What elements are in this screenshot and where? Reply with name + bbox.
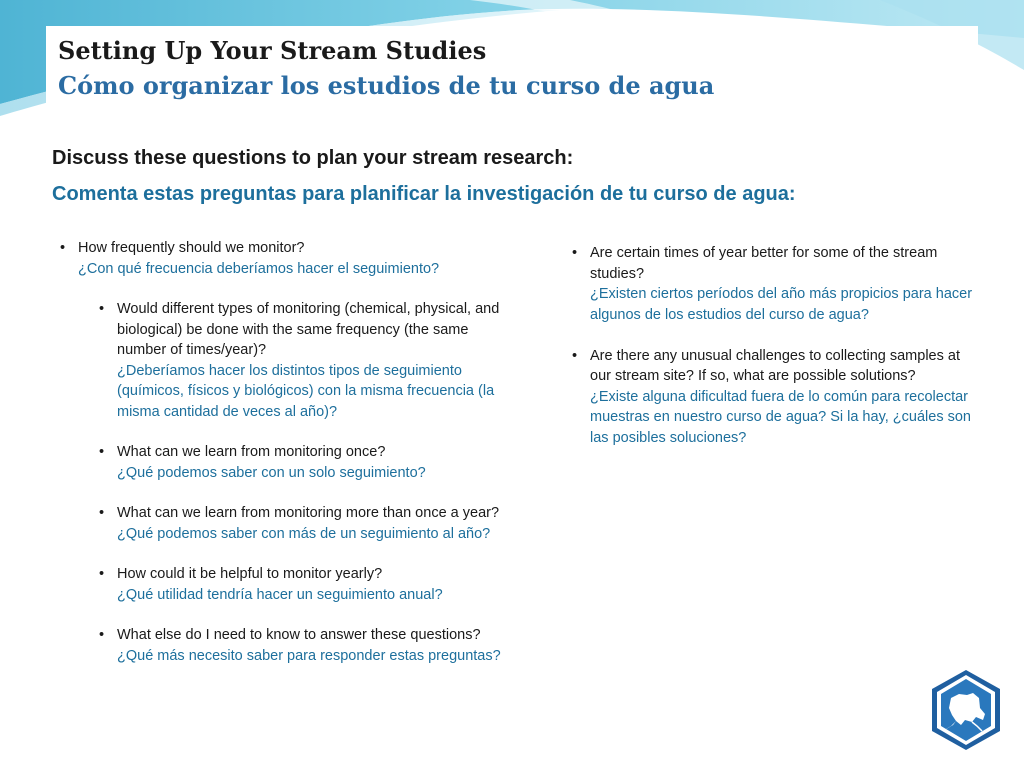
question-es: ¿Qué podemos saber con más de un seguimiento al año? xyxy=(117,525,491,542)
list-item xyxy=(60,238,520,279)
question-es: ¿Con qué frecuencia deberíamos hacer el seguimiento? xyxy=(78,260,440,277)
right-question-list xyxy=(572,243,982,448)
list-item xyxy=(99,625,520,666)
question-es: ¿Qué podemos saber con un solo seguimiento? xyxy=(117,464,426,481)
question-en: How frequently should we monitor? xyxy=(78,240,305,256)
left-question-list xyxy=(60,238,520,666)
hexagon-seal-alaska-map-icon xyxy=(929,668,1003,752)
bullet-icon: • xyxy=(99,301,105,317)
question-en: Would different types of monitoring (chemical, physical, and biological) be done with the same frequency (the same number of times/year)? xyxy=(117,301,500,358)
list-item xyxy=(572,243,982,325)
question-en: How could it be helpful to monitor yearly? xyxy=(117,566,383,582)
list-item xyxy=(572,346,982,449)
page-title-spanish: Cómo organizar los estudios de tu curso de agua xyxy=(58,71,715,100)
bullet-icon: • xyxy=(60,240,66,256)
list-item xyxy=(99,503,520,544)
question-en: What else do I need to know to answer these questions? xyxy=(117,627,481,643)
question-es: ¿Qué utilidad tendría hacer un seguimiento anual? xyxy=(117,586,443,603)
bullet-icon: • xyxy=(99,627,105,643)
bullet-icon: • xyxy=(99,444,105,460)
page-title: Setting Up Your Stream Studies xyxy=(58,36,487,65)
title-box xyxy=(46,26,978,110)
list-item xyxy=(99,299,520,422)
list-item xyxy=(99,564,520,605)
question-es: ¿Deberíamos hacer los distintos tipos de seguimiento (químicos, físicos y biológicos) con la misma frecuencia (la misma cantidad de veces al año)? xyxy=(117,362,495,420)
list-item xyxy=(99,442,520,483)
question-es: ¿Existe alguna dificultad fuera de lo común para recolectar muestras en nuestro curso de agua? Si la hay, ¿cuáles son las posibles soluciones? xyxy=(590,388,971,446)
bullet-icon: • xyxy=(572,245,578,261)
question-en: Are certain times of year better for some of the stream studies? xyxy=(590,245,938,282)
question-es: ¿Existen ciertos períodos del año más propicios para hacer algunos de los estudios del curso de agua? xyxy=(590,286,973,323)
bullet-icon: • xyxy=(572,347,578,364)
intro-heading: Discuss these questions to plan your stream research: xyxy=(52,147,574,169)
question-en: What can we learn from monitoring more than once a year? xyxy=(117,505,500,521)
question-en: Are there any unusual challenges to collecting samples at our stream site? If so, what are possible solutions? xyxy=(590,347,960,384)
question-es: ¿Qué más necesito saber para responder estas preguntas? xyxy=(117,647,501,664)
bullet-icon: • xyxy=(99,505,105,521)
question-en: What can we learn from monitoring once? xyxy=(117,444,386,460)
bullet-icon: • xyxy=(99,566,105,582)
intro-heading-spanish: Comenta estas preguntas para planificar la investigación de tu curso de agua: xyxy=(52,183,796,205)
